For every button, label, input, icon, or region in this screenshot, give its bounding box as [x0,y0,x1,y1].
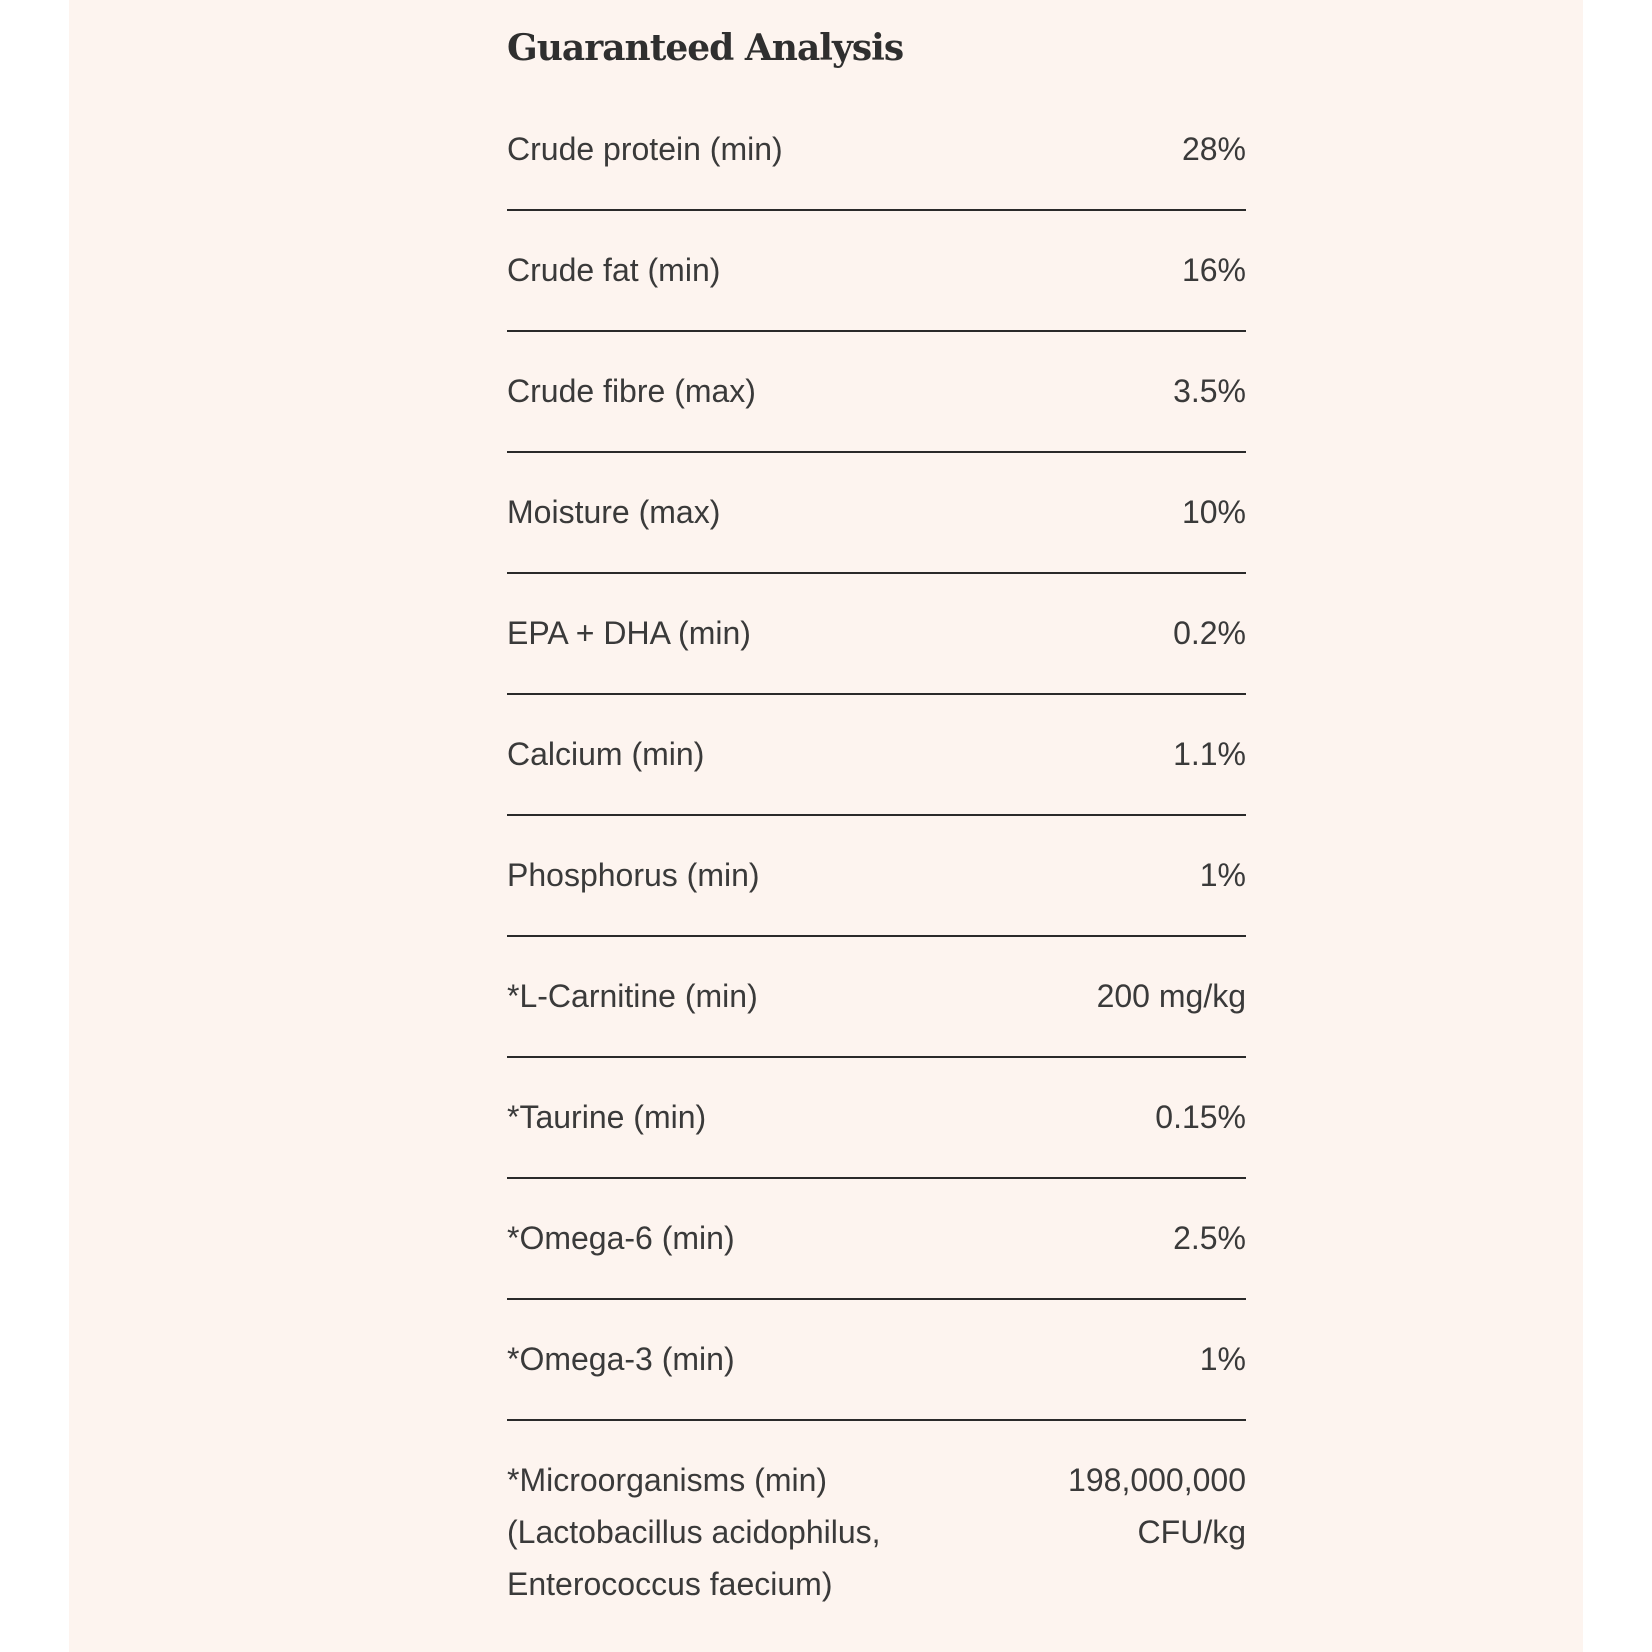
row-label: *Omega-6 (min) [507,1220,735,1256]
section-title: Guaranteed Analysis [507,27,904,69]
table-row [507,695,1246,816]
content-panel [69,0,1583,1652]
table-row [507,453,1246,574]
row-label: Phosphorus (min) [507,857,760,893]
table-row [507,574,1246,695]
table-row [507,1300,1246,1421]
table-row [507,816,1246,937]
row-label: Crude protein (min) [507,131,783,167]
table-row [507,211,1246,332]
row-label: *Microorganisms (min) (Lactobacillus acidophilus, Enterococcus faecium) [507,1462,881,1602]
row-value: 10% [1181,494,1246,530]
table-row [507,937,1246,1058]
row-value: 198,000,000 CFU/kg [1068,1462,1246,1550]
table-row [507,90,1246,211]
table-row [507,1058,1246,1179]
row-value: 200 mg/kg [1096,978,1246,1014]
row-label: *L-Carnitine (min) [507,978,758,1014]
row-label: Moisture (max) [507,494,721,530]
row-value: 1% [1199,1341,1246,1377]
analysis-table [507,90,1246,1621]
table-row [507,1421,1246,1621]
row-value: 3.5% [1173,373,1246,409]
row-value: 28% [1181,131,1246,167]
row-label: Calcium (min) [507,736,705,772]
row-value: 2.5% [1173,1220,1246,1256]
row-value: 1.1% [1173,736,1246,772]
row-value: 1% [1199,857,1246,893]
row-value: 16% [1181,252,1246,288]
table-row [507,1179,1246,1300]
row-label: Crude fibre (max) [507,373,756,409]
row-label: *Taurine (min) [507,1099,707,1135]
row-label: Crude fat (min) [507,252,721,288]
row-label: *Omega-3 (min) [507,1341,735,1377]
table-row [507,332,1246,453]
row-value: 0.2% [1173,615,1246,651]
row-value: 0.15% [1155,1099,1246,1135]
row-label: EPA + DHA (min) [507,615,751,651]
